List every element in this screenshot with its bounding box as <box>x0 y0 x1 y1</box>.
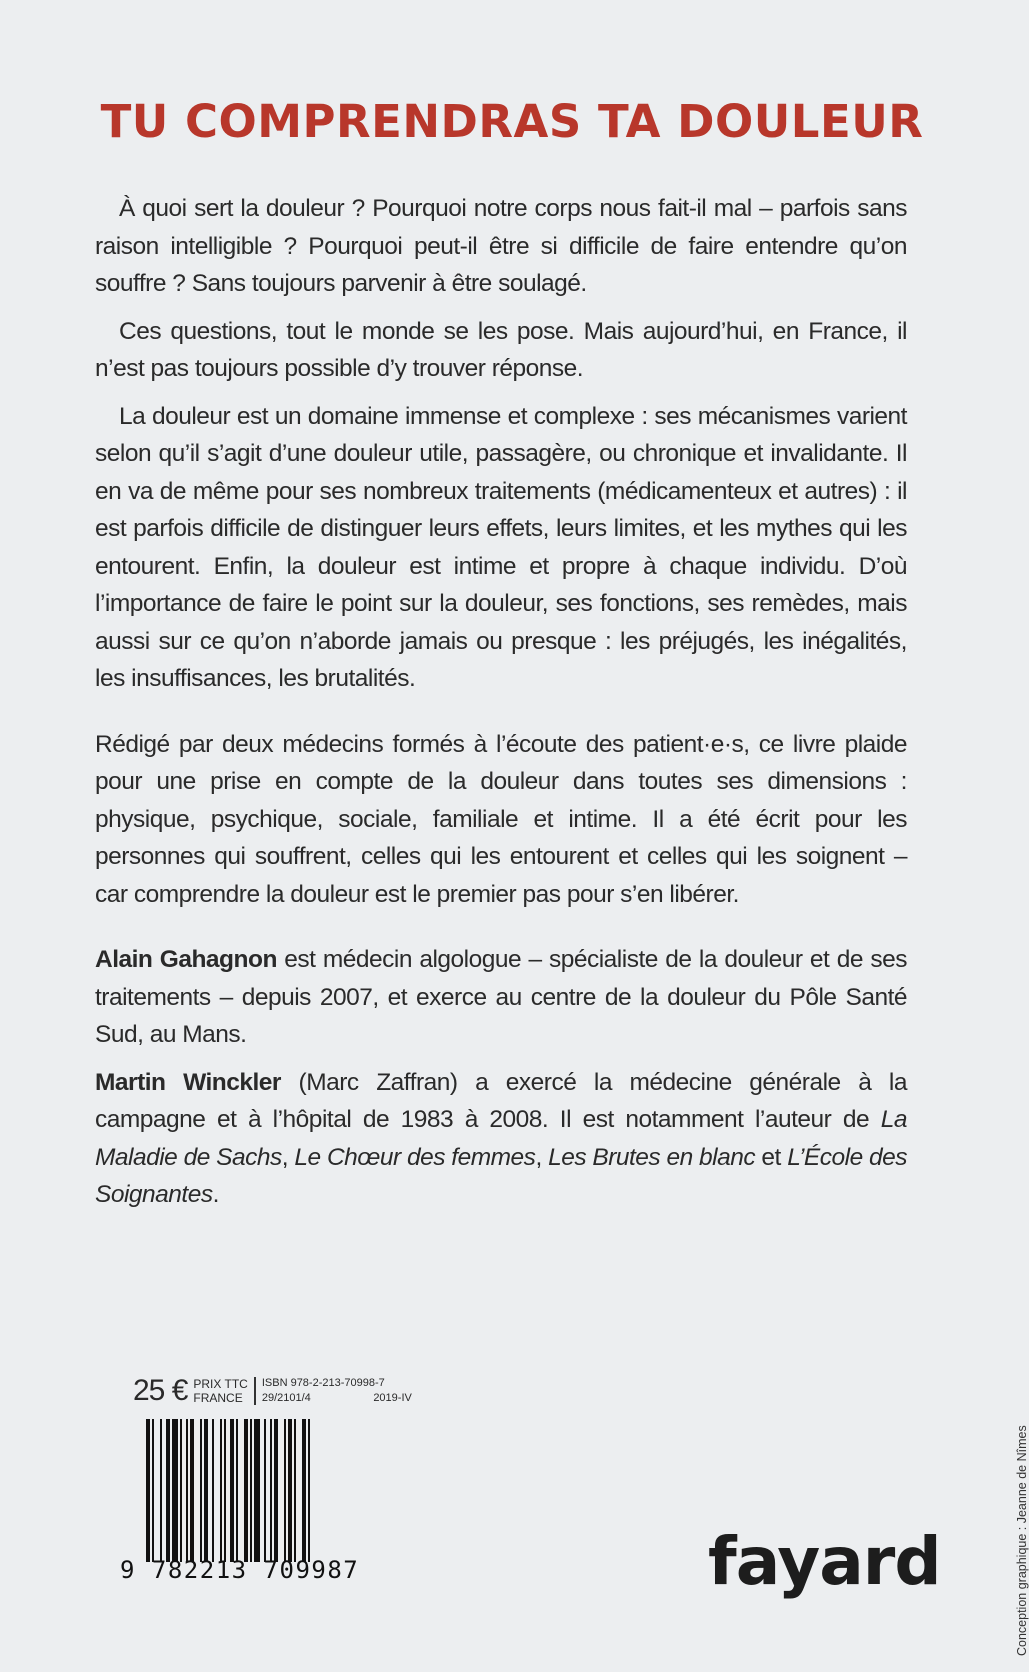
barcode-bar <box>264 1419 266 1562</box>
barcode-bar <box>212 1419 214 1562</box>
price: 25 € <box>133 1374 188 1407</box>
barcode-bar <box>190 1419 194 1562</box>
barcode-bar <box>244 1419 248 1562</box>
isbn: ISBN 978-2-213-70998-7 <box>261 1377 385 1389</box>
author-name-2: Martin Winckler <box>95 1068 281 1096</box>
barcode-bar <box>172 1419 178 1562</box>
author-bio-2 <box>95 1064 907 1214</box>
author-bio-2-text: (Marc Zaffran) a exercé la médecine générale à la campagne et à l’hôpital de 1983 à 2008. Il est notamment l’auteur de <box>95 1068 907 1133</box>
separator-3: et <box>755 1143 788 1171</box>
barcode-bar <box>204 1419 208 1562</box>
author-bio-1 <box>95 941 907 1054</box>
paragraph-3: La douleur est un domaine immense et complexe : ses mécanismes varient selon qu’il s’agit d’une douleur utile, passagère, ou chronique et invalidante. Il en va de même pour ses nombreux traitements (médicamenteux et autres) : il est parfois difficile de distinguer leurs effets, leurs limites, et les mythes qui les entourent. Enfin, la douleur est intime et propre à chaque individu. D’où l’importance de faire le point sur la douleur, ses fonctions, ses remèdes, mais aussi sur ce qu’on n’aborde jamais ou presque : les préjugés, les inégalités, les insuffisances, les brutalités. <box>95 402 907 692</box>
barcode-bar <box>186 1419 188 1562</box>
barcode-bar <box>288 1419 292 1562</box>
back-cover-text <box>95 190 907 1224</box>
barcode-bar <box>236 1419 238 1562</box>
paragraph-2: Ces questions, tout le monde se les pose. Mais aujourd’hui, en France, il n’est pas toujours possible d’y trouver réponse. <box>95 317 907 382</box>
price-label-1: PRIX TTC <box>193 1377 248 1391</box>
barcode-bar <box>254 1419 260 1562</box>
barcode-bar <box>294 1419 296 1562</box>
barcode-bar <box>180 1419 182 1562</box>
barcode-bar <box>146 1419 150 1562</box>
isbn-info <box>256 1376 412 1406</box>
author-name-1: Alain Gahagnon <box>95 946 277 973</box>
separator-1: , <box>281 1143 295 1171</box>
price-box <box>133 1369 412 1413</box>
book-title-3: Les Brutes en blanc <box>548 1143 756 1171</box>
publisher-logo: fayard <box>708 1523 941 1600</box>
barcode-bar <box>308 1419 310 1562</box>
barcode-bar <box>220 1419 222 1562</box>
book-title: TU COMPRENDRAS TA DOULEUR <box>100 95 924 148</box>
barcode-bar <box>274 1419 278 1562</box>
barcode <box>146 1419 361 1562</box>
barcode-bar <box>200 1419 202 1562</box>
paragraph-4: Rédigé par deux médecins formés à l’écoute des patient·e·s, ce livre plaide pour une prise en compte de la douleur dans toutes ses dimensions : physique, psychique, sociale, familiale et intime. Il a été écrit pour les personnes qui souffrent, celles qui les entourent et celles qui les soignent – car comprendre la douleur est le premier pas pour s’en libérer. <box>95 730 907 908</box>
barcode-bar <box>166 1419 170 1562</box>
sentence-end: . <box>212 1181 219 1208</box>
barcode-bar <box>270 1419 272 1562</box>
product-code: 29/2101/4 <box>261 1392 311 1404</box>
price-label-2: FRANCE <box>193 1391 243 1405</box>
barcode-bar <box>160 1419 162 1562</box>
barcode-bar <box>284 1419 286 1562</box>
edition-year: 2019-IV <box>373 1392 412 1404</box>
barcode-digits: 9 782213 709987 <box>120 1556 360 1584</box>
book-title-1: La Maladie de Sachs <box>95 1106 907 1171</box>
barcode-bar <box>250 1419 252 1562</box>
barcode-bar <box>224 1419 226 1562</box>
price-label <box>193 1377 255 1405</box>
barcode-bar <box>152 1419 154 1562</box>
separator-2: , <box>535 1143 549 1171</box>
book-title-2: Le Chœur des femmes <box>294 1143 536 1171</box>
author-bio-1-text: est médecin algologue – spécialiste de la douleur et de ses traitements – depuis 2007, et exerce au centre de la douleur du Pôle Santé Sud, au Mans. <box>95 946 908 1048</box>
barcode-bar <box>230 1419 234 1562</box>
paragraph-1: À quoi sert la douleur ? Pourquoi notre corps nous fait-il mal – parfois sans raison intelligible ? Pourquoi peut-il être si difficile de faire entendre qu’on souffre ? Sans toujours parvenir à être soulagé. <box>95 195 907 297</box>
design-credit: Conception graphique : Jeanne de Nîmes <box>1015 1425 1029 1656</box>
book-title-4: L’École des Soignantes <box>95 1143 908 1208</box>
barcode-bar <box>302 1419 306 1562</box>
